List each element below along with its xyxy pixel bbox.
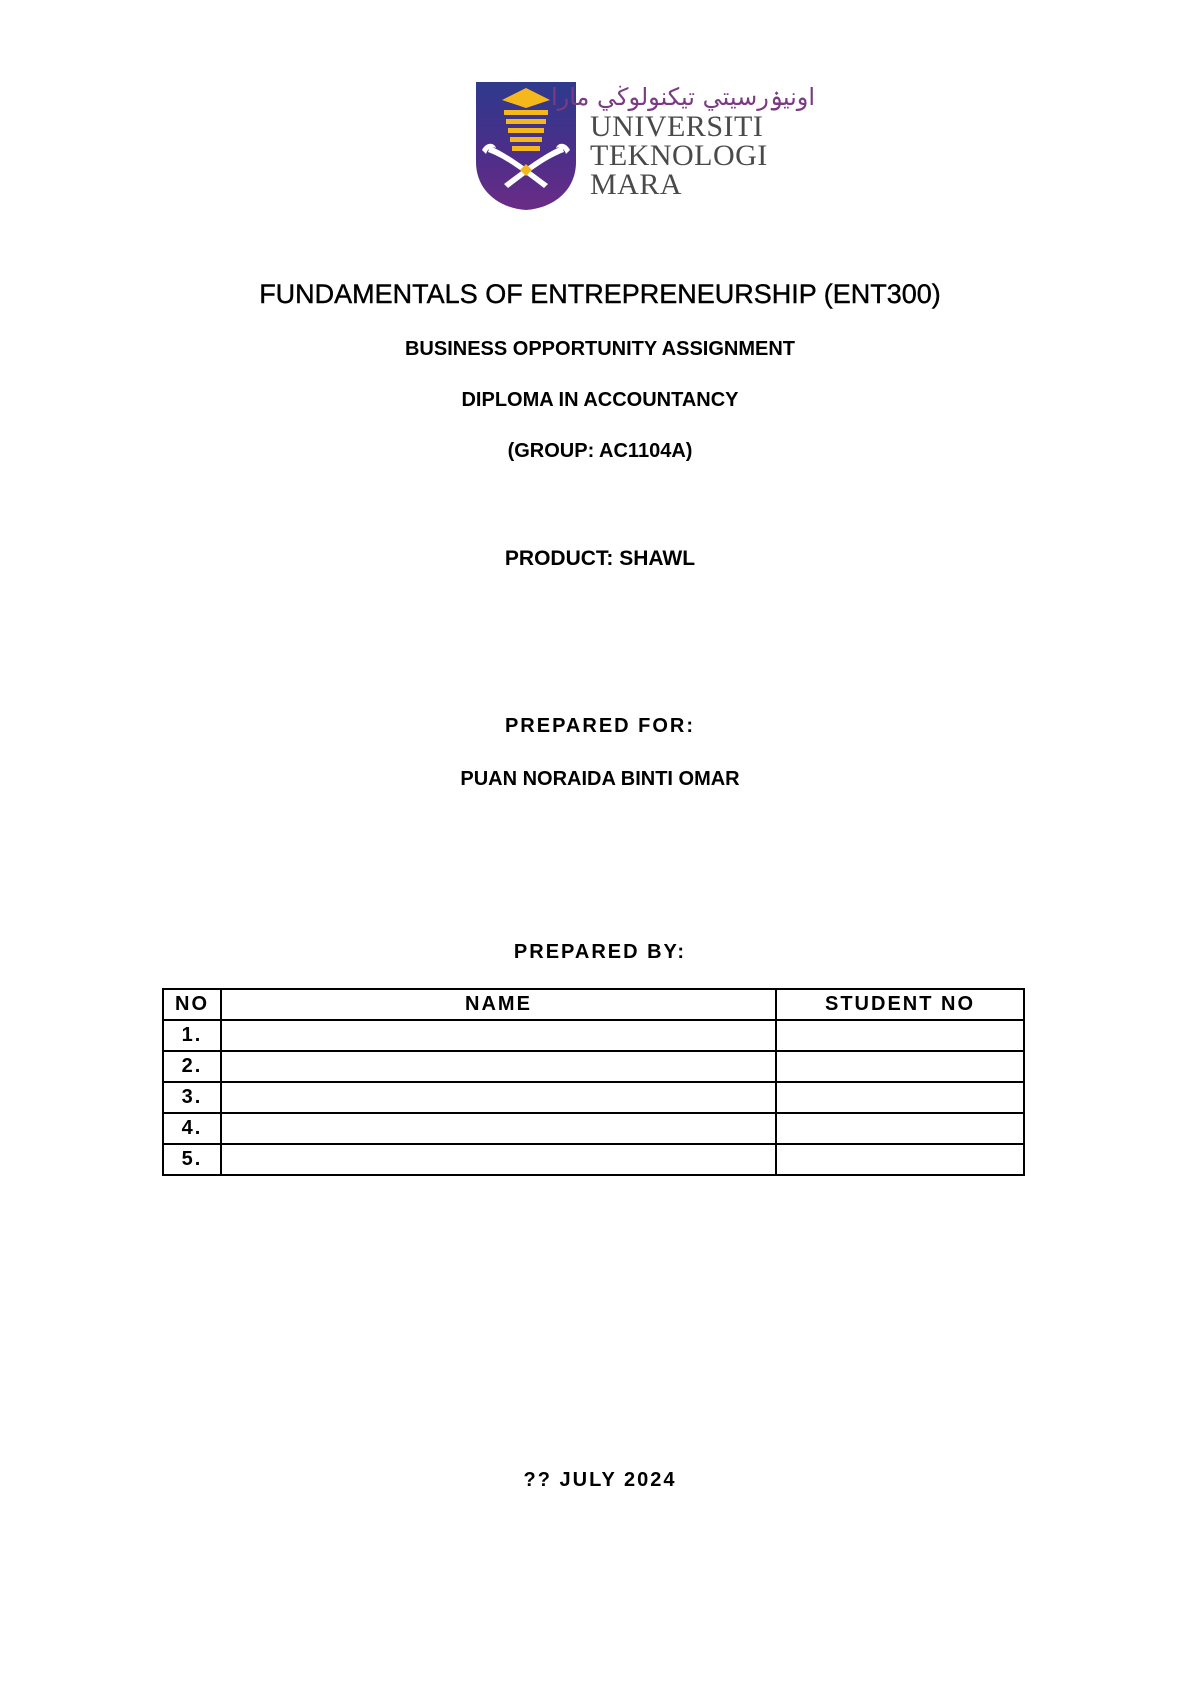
table-row [163,1113,1024,1144]
student-name-cell [221,1082,776,1113]
wordmark-line-2: TEKNOLOGI [590,139,768,172]
university-logo [474,80,816,212]
column-header-student-no: STUDENT NO [776,989,1024,1020]
student-no-cell [776,1082,1024,1113]
lecturer-name: PUAN NORAIDA BINTI OMAR [460,768,740,790]
table-row [163,1144,1024,1175]
student-no-cell [776,1051,1024,1082]
table-row [163,1051,1024,1082]
row-number: 4. [163,1113,221,1144]
row-number: 5. [163,1144,221,1175]
column-header-name: NAME [221,989,776,1020]
wordmark-line-1: UNIVERSITI [590,110,764,143]
student-name-cell [221,1020,776,1051]
group-code: (GROUP: AC1104A) [507,440,693,462]
prepared-for-label: PREPARED FOR: [504,715,696,737]
table-row [163,1082,1024,1113]
student-table [162,988,1025,1176]
row-number: 1. [163,1020,221,1051]
course-title: FUNDAMENTALS OF ENTREPRENEURSHIP (ENT300) [259,279,941,309]
student-name-cell [221,1051,776,1082]
row-number: 3. [163,1082,221,1113]
student-no-cell [776,1020,1024,1051]
assignment-title: BUSINESS OPPORTUNITY ASSIGNMENT [404,338,796,360]
student-no-cell [776,1144,1024,1175]
student-name-cell [221,1113,776,1144]
university-wordmark [590,112,768,199]
wordmark-line-3: MARA [590,168,683,201]
programme-name: DIPLOMA IN ACCOUNTANCY [461,389,739,411]
product-line: PRODUCT: SHAWL [504,547,696,570]
svg-text:اونيۏرسيتي تيكنولوڬي مارا: اونيۏرسيتي تيكنولوڬي مارا [550,83,816,111]
prepared-by-label: PREPARED BY: [513,941,687,963]
submission-date: ?? JULY 2024 [523,1469,677,1491]
student-name-cell [221,1144,776,1175]
student-no-cell [776,1113,1024,1144]
column-header-no: NO [163,989,221,1020]
row-number: 2. [163,1051,221,1082]
arabic-script-wordmark [550,80,816,112]
table-header-row [163,989,1024,1020]
table-row [163,1020,1024,1051]
